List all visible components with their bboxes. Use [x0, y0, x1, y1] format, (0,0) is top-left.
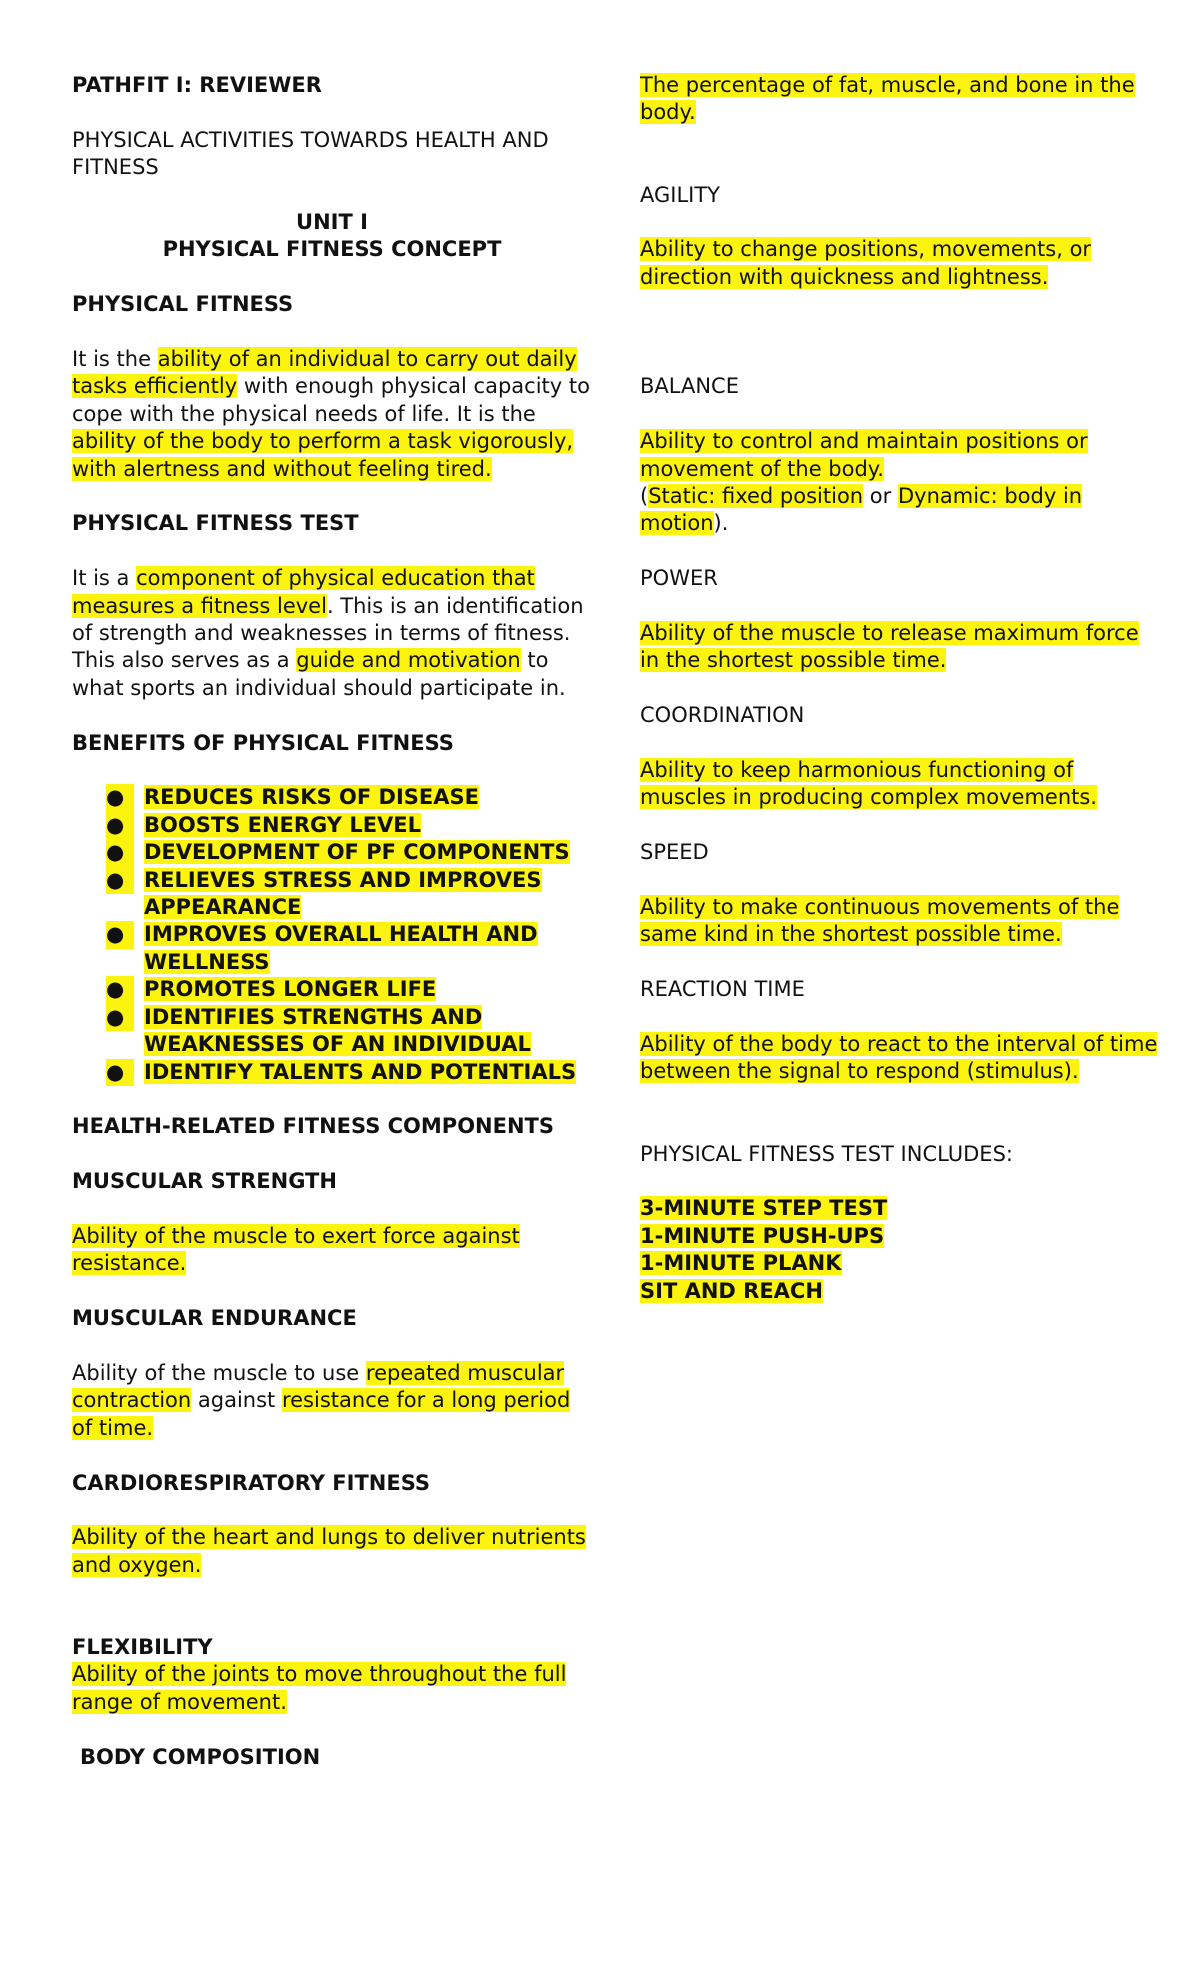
- pf-highlight-2: ability of the body to perform a task vigorously, with alertness and without feeling tired.: [72, 429, 574, 481]
- muscular-strength-definition: [72, 1223, 592, 1278]
- bullet-icon: ●: [106, 976, 134, 1003]
- benefit-text: PROMOTES LONGER LIFE: [144, 977, 437, 1002]
- benefit-text: IMPROVES OVERALL HEALTH AND WELLNESS: [144, 922, 538, 974]
- reaction-time-definition: [640, 1031, 1160, 1086]
- pft-text-3: to what sports an individual should participate in.: [72, 648, 566, 700]
- me-highlight-2: resistance for a long period of time.: [72, 1388, 571, 1440]
- balance-highlight: Ability to control and maintain positions or movement of the body.: [640, 429, 1088, 481]
- benefits-heading: BENEFITS OF PHYSICAL FITNESS: [72, 730, 454, 755]
- unit-label: UNIT I: [296, 210, 368, 234]
- agility-heading: AGILITY: [640, 182, 721, 207]
- coordination-heading: COORDINATION: [640, 703, 805, 728]
- pft-highlight-1: component of physical education that measures a fitness level: [72, 566, 535, 618]
- list-item: [640, 1223, 1160, 1250]
- balance-heading: BALANCE: [640, 374, 739, 399]
- coord-highlight: Ability to keep harmonious functioning of muscles in producing complex movements.: [640, 758, 1097, 810]
- body-composition-heading: BODY COMPOSITION: [80, 1744, 321, 1769]
- benefit-text: REDUCES RISKS OF DISEASE: [144, 785, 479, 810]
- ms-highlight: Ability of the muscle to exert force against resistance.: [72, 1223, 520, 1276]
- muscular-endurance-heading: MUSCULAR ENDURANCE: [72, 1306, 357, 1331]
- pf-text-2: with enough physical capacity to cope with the physical needs of life. It is the: [72, 374, 590, 426]
- list-item: [72, 784, 592, 811]
- benefit-text: IDENTIFY TALENTS AND POTENTIALS: [144, 1059, 577, 1084]
- test-item: SIT AND REACH: [640, 1278, 823, 1303]
- speed-definition: [640, 894, 1160, 949]
- bullet-icon: ●: [106, 784, 134, 811]
- bullet-icon: ●: [106, 921, 134, 948]
- physical-fitness-definition: [72, 346, 592, 483]
- bullet-icon: ●: [106, 812, 134, 839]
- balance-definition: [640, 428, 1160, 483]
- list-item: [72, 1059, 592, 1086]
- bullet-icon: ●: [106, 839, 134, 866]
- me-text-1: Ability of the muscle to use: [72, 1360, 366, 1385]
- test-item: 1-MINUTE PUSH-UPS: [640, 1223, 885, 1248]
- list-item: [640, 1195, 1160, 1222]
- physical-fitness-test-heading: PHYSICAL FITNESS TEST: [72, 511, 359, 536]
- balance-dynamic: Dynamic: body in motion: [640, 484, 1083, 536]
- muscular-strength-heading: MUSCULAR STRENGTH: [72, 1169, 337, 1194]
- agility-definition: [640, 236, 1160, 291]
- left-column: [72, 72, 592, 1771]
- document-title: PATHFIT I: REVIEWER: [72, 73, 322, 97]
- body-composition-definition: [640, 72, 1160, 127]
- cardio-definition: [72, 1524, 592, 1579]
- list-item: [640, 1278, 1160, 1305]
- balance-types: [640, 483, 1160, 538]
- cardio-heading: CARDIORESPIRATORY FITNESS: [72, 1470, 430, 1495]
- test-item: 1-MINUTE PLANK: [640, 1251, 842, 1276]
- benefit-text: BOOSTS ENERGY LEVEL: [144, 812, 422, 837]
- flex-highlight: Ability of the joints to move throughout the full range of movement.: [72, 1662, 567, 1714]
- pf-text-1: It is the: [72, 347, 158, 371]
- me-text-2: against: [191, 1388, 282, 1413]
- speed-heading: SPEED: [640, 840, 709, 865]
- cf-highlight: Ability of the heart and lungs to deliver nutrients and oxygen.: [72, 1525, 586, 1577]
- bc-highlight: The percentage of fat, muscle, and bone in the body.: [640, 73, 1135, 125]
- pf-highlight-1: ability of an individual to carry out daily tasks efficiently: [72, 347, 577, 399]
- list-item: [640, 1250, 1160, 1277]
- balance-static: Static: fixed position: [648, 484, 864, 509]
- list-item: [72, 867, 592, 922]
- balance-open-paren: (: [640, 484, 649, 509]
- muscular-endurance-definition: [72, 1360, 592, 1442]
- physical-fitness-test-definition: [72, 565, 592, 702]
- right-column: [640, 72, 1160, 1305]
- reaction-time-heading: REACTION TIME: [640, 977, 805, 1002]
- list-item: [72, 1004, 592, 1059]
- bullet-icon: ●: [106, 1004, 134, 1031]
- power-heading: POWER: [640, 566, 718, 591]
- physical-fitness-heading: PHYSICAL FITNESS: [72, 292, 294, 317]
- flexibility-definition: [72, 1661, 592, 1716]
- health-related-heading: HEALTH-RELATED FITNESS COMPONENTS: [72, 1114, 554, 1139]
- benefits-list: [72, 784, 592, 1085]
- tests-heading: PHYSICAL FITNESS TEST INCLUDES:: [640, 1141, 1013, 1166]
- list-item: [72, 921, 592, 976]
- pft-text-1: It is a: [72, 566, 137, 591]
- test-item: 3-MINUTE STEP TEST: [640, 1196, 888, 1221]
- unit-title: PHYSICAL FITNESS CONCEPT: [162, 237, 502, 262]
- rt-highlight: Ability of the body to react to the interval of time between the signal to respond (stimulus).: [640, 1032, 1158, 1084]
- me-highlight-1: repeated muscular contraction: [72, 1360, 565, 1413]
- power-definition: [640, 620, 1160, 675]
- balance-close-paren: ).: [713, 511, 729, 536]
- pft-text-2: . This is an identification of strength and weaknesses in terms of fitness. This also serves as a: [72, 593, 584, 673]
- speed-highlight: Ability to make continuous movements of the same kind in the shortest possible time.: [640, 895, 1120, 947]
- list-item: [72, 839, 592, 866]
- bullet-icon: ●: [106, 867, 134, 894]
- flexibility-heading: FLEXIBILITY: [72, 1634, 213, 1659]
- list-item: [72, 812, 592, 839]
- agility-highlight: Ability to change positions, movements, or direction with quickness and lightness.: [640, 237, 1092, 289]
- list-item: [72, 976, 592, 1003]
- balance-or: or: [863, 484, 898, 509]
- pft-highlight-2: guide and motivation: [296, 648, 521, 673]
- coordination-definition: [640, 757, 1160, 812]
- document-subtitle: PHYSICAL ACTIVITIES TOWARDS HEALTH AND FITNESS: [72, 127, 549, 180]
- bullet-icon: ●: [106, 1059, 134, 1086]
- benefit-text: IDENTIFIES STRENGTHS AND WEAKNESSES OF AN INDIVIDUAL: [144, 1004, 531, 1057]
- power-highlight: Ability of the muscle to release maximum force in the shortest possible time.: [640, 621, 1139, 673]
- benefit-text: RELIEVES STRESS AND IMPROVES APPEARANCE: [144, 867, 542, 920]
- benefit-text: DEVELOPMENT OF PF COMPONENTS: [144, 840, 570, 865]
